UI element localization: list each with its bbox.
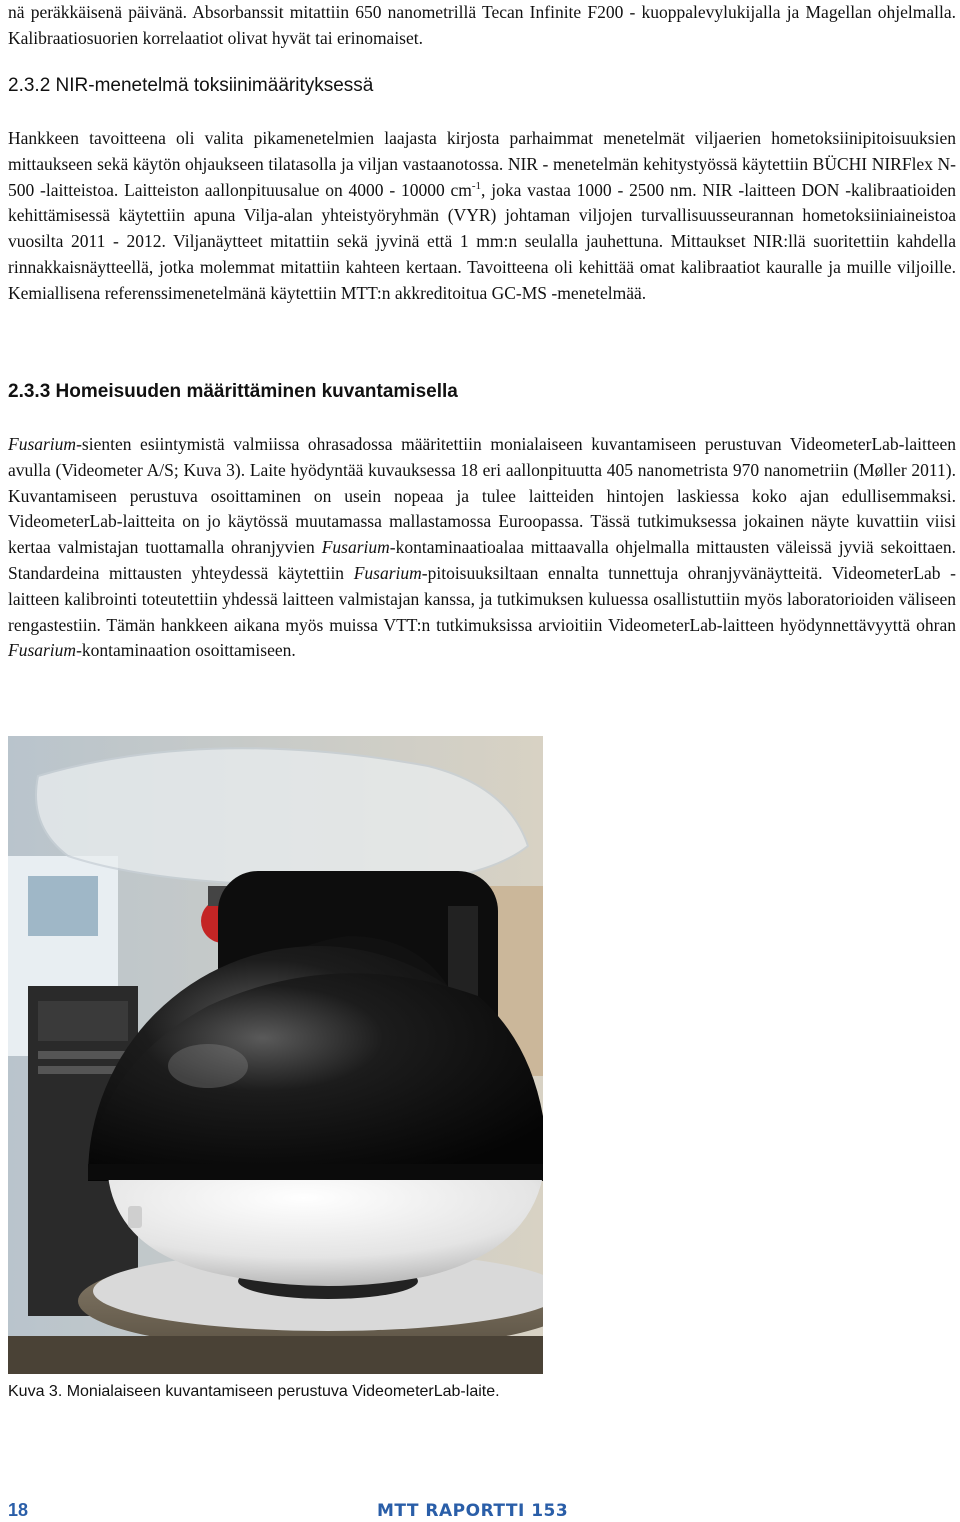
imaging-text-1: -sienten esiintymistä valmiissa ohrasadossa määritettiin monialaiseen kuvantamiseen perustuvan VideometerLab-laitteen avulla (Videometer A/S; Kuva 3). Laite hyödyntää kuvauksessa 18 eri aallonpituutta 405 nanometrista 970 nanometriin (Møller 2011). Kuvantamiseen perustuva osoittaminen on usein nopeaa ja tulee laitteiden hintojen laskiessa koko ajan edullisemmaksi. VideometerLab-laitteita on jo käytössä muutamassa mallastamossa Euroopassa. Tässä tutkimuksessa jokainen näyte kuvattiin viisi kertaa valmistajan tuottamalla ohranjyvien [8,434,956,558]
figure-caption: Kuva 3. Monialaiseen kuvantamiseen perustuva VideometerLab-laite. [8,1383,500,1400]
nir-paragraph [8,126,956,307]
fusarium-term: Fusarium [8,434,77,454]
page-number: 18 [8,1500,29,1520]
imaging-text-4: -kontaminaation osoittamiseen. [76,640,296,661]
section-heading-imaging: 2.3.3 Homeisuuden määrittäminen kuvantamisella [8,381,458,402]
imaging-text-2: -kontaminaatioalaa mittaavalla ohjelmalla mittausten väleissä jyviä sekoittaen. Standardeina mittausten yhteydessä käytettiin [8,537,956,583]
superscript-minus-one: -1 [471,179,482,192]
imaging-paragraph [8,432,956,664]
fusarium-term: Fusarium [321,537,390,558]
publication-series: MTT RAPORTTI 153 [377,1501,569,1521]
intro-paragraph: nä peräkkäisenä päivänä. Absorbanssit mitattiin 650 nanometrillä Tecan Infinite F200 - kuoppalevylukijalla ja Magellan ohjelmalla. Kalibraatiosuorien korrelaatiot olivat hyvät tai erinomaiset. [8,2,956,48]
nir-paragraph-part2: , joka vastaa 1000 - 2500 nm. NIR -laitteen DON -kalibraatioiden kehittämisessä käytettiin apuna Vilja-alan yhteistyöryhmän (VYR) johtaman viljojen turvallisuusseurannan hometoksiiniaineistoa vuosilta 2011 - 2012. Viljanäytteet mitattiin sekä jyvinä että 1 mm:n seulalla jauhettuna. Mittaukset NIR:llä suoritettiin kahdella rinnakkaisnäytteellä, jotka molemmat mitattiin kahteen kertaan. Tavoitteena oli kehittää omat kalibraatiot kauralle ja muille viljoille. Kemiallisena referenssimenetelmänä käytettiin MTT:n akkreditoitua GC-MS -menetelmää. [8,179,956,303]
videometerlab-device-image [8,736,543,1374]
section-heading-nir: 2.3.2 NIR-menetelmä toksiinimäärityksessä [8,75,374,96]
fusarium-term: Fusarium [353,562,422,583]
videometerlab-photo [8,736,543,1374]
nir-paragraph-part1: Hankkeen tavoitteena oli valita pikamenetelmien laajasta kirjosta parhaimmat menetelmät viljaerien hometoksiinipitoisuuksien mittaukseen sekä käytön ohjaukseen tilatasolla ja viljan vastaanotossa. NIR - menetelmän kehitystyössä käytettiin BÜCHI NIRFlex N-500 -laitteistoa. Laitteiston aallonpituusalue on 4000 - 10000 cm [8,128,956,200]
imaging-text-3: -pitoisuuksiltaan ennalta tunnettuja ohranjyvänäytteitä. VideometerLab -laitteen kalibrointi toteutettiin yhdessä laitteen valmistajan kanssa, ja tutkimuksen kuluessa osallistuttiin myös laboratorioiden väliseen rengastestiin. Tämän hankkeen aikana myös muissa VTT:n tutkimuksissa arvioitiin VideometerLab-laitteen hyödynnettävyyttä ohran [8,562,956,635]
fusarium-term: Fusarium [8,640,77,661]
